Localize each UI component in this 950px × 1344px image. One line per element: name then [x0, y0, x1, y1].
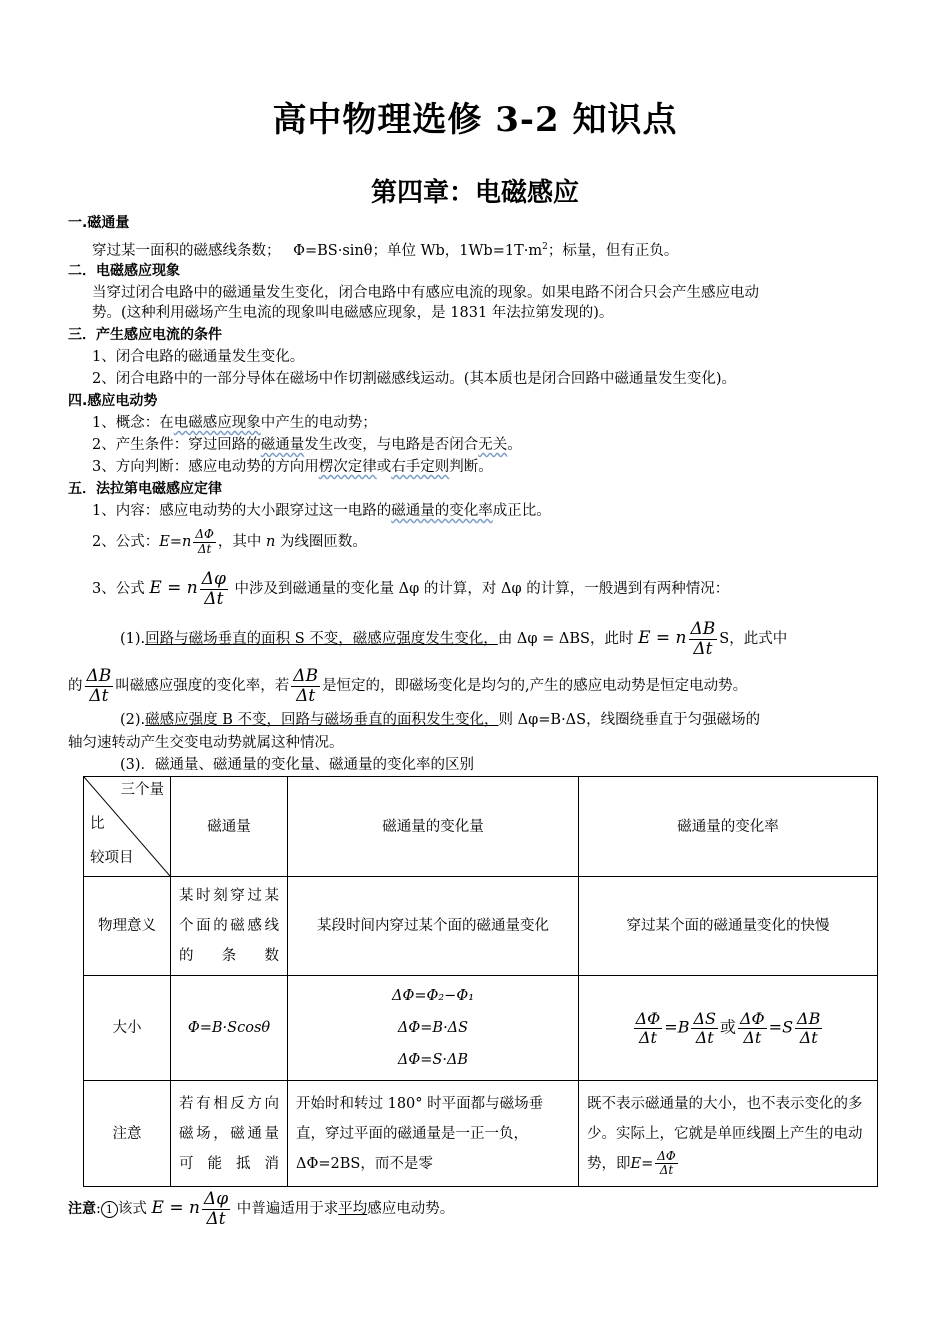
- note-colon: :: [96, 1201, 101, 1217]
- table-cell: 若有相反方向磁场，磁通量可能抵消: [171, 1081, 288, 1187]
- s5-p1-frac: [689, 620, 718, 658]
- table-row: [84, 1081, 878, 1187]
- corner-top-label: 三个量: [120, 782, 164, 798]
- frac-den: Δt: [693, 638, 713, 659]
- note-E: E=: [630, 1155, 654, 1172]
- s5-case2-cont: 轴匀速转动产生交变电动势就属这种情况。: [68, 735, 344, 751]
- s5-p1b-frac2: [291, 667, 320, 705]
- s3-item2: 2、闭合电路中的一部分导体在磁场中作切割磁感线运动。(其本质也是闭合回路中磁通量发生变化)。: [92, 371, 737, 387]
- note-frac: [655, 1150, 678, 1177]
- s5-case2: [120, 710, 760, 730]
- row-label: 物理意义: [84, 877, 171, 976]
- frac-den: Δt: [89, 685, 109, 706]
- s5-p2a: (2).: [120, 712, 146, 728]
- row-label: 大小: [84, 976, 171, 1081]
- section-heading-5: 五．法拉第电磁感应定律: [68, 481, 222, 497]
- header-cell: 磁通量: [171, 777, 288, 877]
- section-heading-3: 三．产生感应电流的条件: [68, 327, 222, 343]
- s5-p1d: S，此式中: [719, 631, 788, 647]
- s1-formula: Φ=BS·sinθ: [293, 242, 373, 259]
- corner-bottom-line2: 较项目: [90, 850, 134, 866]
- s4-i2e: 。: [507, 437, 522, 453]
- rate-or: 或: [719, 1017, 736, 1037]
- frac-num: ΔB: [690, 618, 716, 639]
- section-heading-1: 一.磁通量: [68, 215, 130, 231]
- s5-p1-E: E = n: [638, 628, 687, 648]
- s4-i2a: 2、产生条件：穿过回路的: [92, 437, 261, 453]
- s1-line: 穿过某一面积的磁感线条数；: [92, 242, 281, 259]
- s5-i2c: 为线圈匝数。: [275, 534, 367, 550]
- s5-i2b: ，其中: [217, 534, 266, 550]
- s4-i2b: 磁通量: [260, 437, 305, 453]
- frac-den: Δt: [743, 1027, 762, 1047]
- s5-p1b-frac: [85, 667, 114, 705]
- s5-p2b: 磁感应强度 B 不变，回路与磁场垂直的面积发生变化，: [145, 712, 499, 728]
- table-cell: 开始时和转过 180° 时平面都与磁场垂直，穿过平面的磁通量是一正一负，ΔΦ=2BS，而不是零: [288, 1081, 579, 1187]
- frac-den: Δt: [638, 1027, 657, 1047]
- s5-case1-cont: [68, 664, 747, 708]
- s4-i3e: 判断。: [449, 459, 493, 475]
- comparison-table: [83, 776, 878, 1187]
- table-cell: 某段时间内穿过某个面的磁通量变化: [288, 877, 579, 976]
- s5-i1c: 成正比。: [492, 503, 551, 519]
- table-cell: [579, 976, 878, 1081]
- s5-i3a: 3、公式: [92, 581, 150, 597]
- section-1-text: [92, 237, 678, 261]
- note-b: 中普遍适用于求: [232, 1201, 339, 1217]
- table-cell: Φ=B·Scosθ: [171, 976, 288, 1081]
- s5-p1b-c: 是恒定的，即磁场变化是均匀的,产生的感应电动势是恒定电动势。: [322, 678, 748, 694]
- formula-line: ΔΦ=Φ₂−Φ₁: [391, 988, 475, 1004]
- s5-i3-E: E = n: [149, 578, 198, 598]
- s5-item3: [92, 566, 729, 611]
- note-text: 既不表示磁通量的大小，也不表示变化的多少。实际上，它就是单匝线圈上产生的电动势，即: [587, 1095, 863, 1172]
- table-cell: [579, 1081, 878, 1187]
- s4-i3a: 3、方向判断：感应电动势的方向用: [92, 459, 319, 475]
- frac-den: Δt: [206, 1208, 226, 1229]
- s5-i1b: 磁通量的变化率: [391, 503, 493, 519]
- frac-den: Δt: [695, 1027, 714, 1047]
- s1-exp: 2: [542, 242, 548, 252]
- s5-p1b: 回路与磁场垂直的面积 S 不变，磁感应强度发生变化，: [145, 631, 498, 647]
- frac-den: Δt: [659, 1163, 674, 1177]
- s4-i1b: 电磁感应现象: [173, 415, 261, 431]
- s2-line2: 势。(这种利用磁场产生电流的现象叫电磁感应现象，是 1831 年法拉第发现的)。: [92, 305, 614, 321]
- frac-num: ΔΦ: [635, 1008, 661, 1028]
- s5-i2-E: E=n: [159, 534, 192, 550]
- s4-i1c: 中产生的电动势；: [260, 415, 377, 431]
- page-title: 高中物理选修 3-2 知识点: [272, 100, 678, 140]
- s1-tail: ；标量，但有正负。: [547, 242, 679, 259]
- table-cell: [288, 976, 579, 1081]
- note-a: 该式: [117, 1201, 152, 1217]
- rate-eq: =B: [664, 1017, 690, 1037]
- table-header-row: [84, 777, 878, 877]
- formula-line: ΔΦ=S·ΔB: [397, 1052, 469, 1068]
- frac-num: ΔB: [86, 665, 112, 686]
- s5-i2-frac: [193, 528, 216, 555]
- s5-i2a: 2、公式：: [92, 534, 160, 550]
- footer-note: [68, 1186, 454, 1231]
- circled-number: 1: [101, 1201, 118, 1218]
- frac-den: Δt: [799, 1027, 818, 1047]
- rate-frac: [738, 1010, 767, 1046]
- s3-item1: 1、闭合电路的磁通量发生变化。: [92, 349, 305, 365]
- s5-p1b-b: 叫磁感应强度的变化率，若: [115, 678, 290, 694]
- table-corner-cell: [84, 777, 171, 877]
- s4-i3d: 右手定则: [391, 459, 450, 475]
- rate-frac: [795, 1010, 822, 1046]
- frac-den: Δt: [197, 541, 212, 556]
- s5-i1a: 1、内容：感应电动势的大小跟穿过这一电路的: [92, 503, 392, 519]
- table-row: [84, 976, 878, 1081]
- frac-num: ΔΦ: [195, 527, 214, 542]
- header-cell: 磁通量的变化量: [288, 777, 579, 877]
- formula-line: ΔΦ=B·ΔS: [397, 1020, 469, 1036]
- s4-i3c: 或: [376, 459, 392, 475]
- s2-line1: 当穿过闭合电路中的磁通量发生变化，闭合电路中有感应电流的现象。如果电路不闭合只会产生感应电动: [92, 285, 759, 301]
- corner-bottom-line1: 比: [90, 816, 105, 832]
- rate-frac: [691, 1010, 718, 1046]
- note-label: 注意: [68, 1201, 96, 1217]
- frac-num: ΔB: [797, 1008, 821, 1028]
- s4-item3: [92, 457, 493, 477]
- rate-eq: =S: [768, 1017, 794, 1037]
- chapter-title: 第四章：电磁感应: [370, 178, 579, 208]
- s5-p2c: 则 Δφ=B·ΔS，线圈绕垂直于匀强磁场的: [498, 712, 761, 728]
- section-heading-2: 二．电磁感应现象: [68, 263, 180, 279]
- s5-p1b-a: 的: [68, 678, 83, 694]
- frac-num: Δφ: [201, 568, 226, 589]
- frac-num: Δφ: [203, 1188, 229, 1209]
- frac-num: ΔΦ: [657, 1148, 676, 1163]
- s5-p1a: (1).: [120, 631, 146, 647]
- s4-i2c: 发生改变，与电路是否闭合: [304, 437, 479, 453]
- s5-case1: [120, 616, 787, 661]
- s5-i3b: 中涉及到磁通量的变化量 Δφ 的计算，对 Δφ 的计算，一般遇到有两种情况：: [229, 581, 730, 597]
- s5-item1: [92, 501, 551, 521]
- table-row: [84, 877, 878, 976]
- s5-case3: (3)．磁通量、磁通量的变化量、磁通量的变化率的区别: [120, 757, 475, 773]
- frac-num: ΔΦ: [740, 1008, 765, 1028]
- note-d: 感应电动势。: [367, 1201, 455, 1217]
- note-E: E = n: [151, 1198, 200, 1218]
- table-cell: 穿过某个面的磁通量变化的快慢: [579, 877, 878, 976]
- s4-i3b: 楞次定律: [318, 459, 377, 475]
- s5-i3-frac: [200, 570, 228, 608]
- frac-den: Δt: [204, 588, 224, 609]
- table-cell: 某时刻穿过某个面的磁感线的条数: [171, 877, 288, 976]
- s4-i2d: 无关: [478, 437, 508, 453]
- note-frac: [202, 1190, 230, 1228]
- note-c: 平均: [338, 1201, 368, 1217]
- s5-item2: [92, 526, 367, 558]
- rate-frac: [634, 1010, 663, 1046]
- header-cell: 磁通量的变化率: [579, 777, 878, 877]
- s4-item2: [92, 435, 522, 455]
- s5-p1c: 由 Δφ = ΔBS，此时: [497, 631, 639, 647]
- frac-num: ΔS: [693, 1008, 716, 1028]
- s1-unit: ；单位 Wb，1Wb=1T·m: [372, 242, 543, 259]
- s4-item1: [92, 413, 377, 433]
- s5-i2-n: n: [265, 534, 276, 550]
- section-heading-4: 四.感应电动势: [68, 393, 158, 409]
- corner-bottom-label: [90, 807, 134, 875]
- s4-i1a: 1、概念：在: [92, 415, 174, 431]
- row-label: 注意: [84, 1081, 171, 1187]
- frac-num: ΔB: [293, 665, 319, 686]
- frac-den: Δt: [296, 685, 316, 706]
